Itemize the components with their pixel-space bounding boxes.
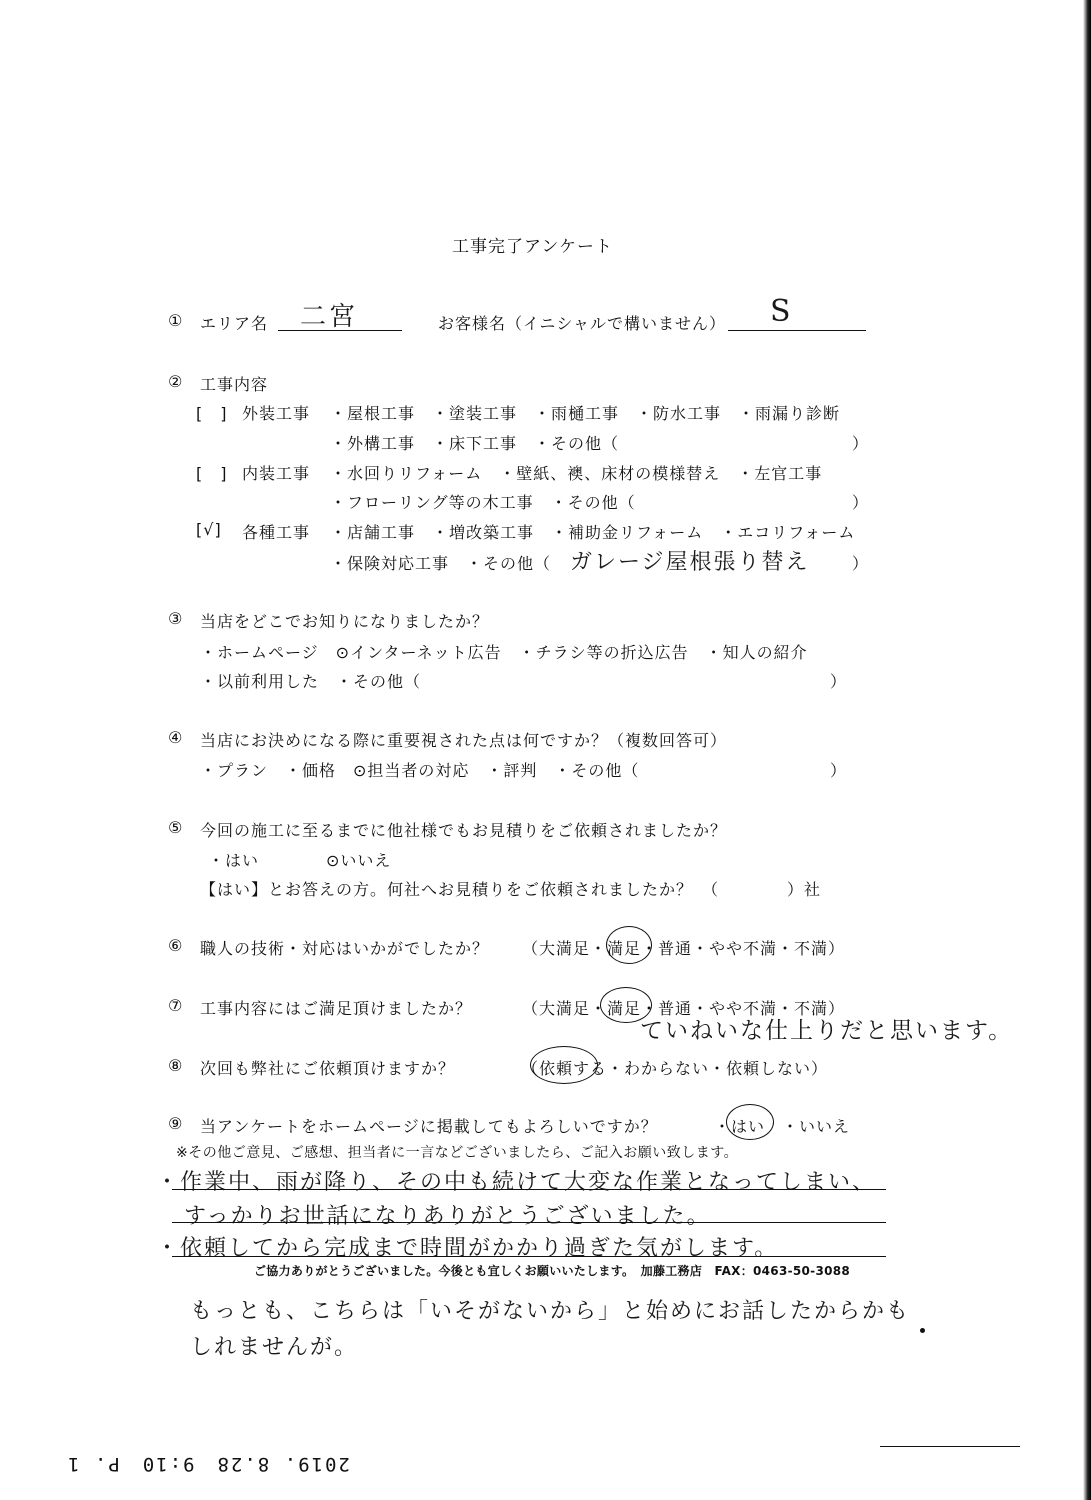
- q8-question: 次回も弊社にご依頼頂けますか？: [200, 1059, 456, 1078]
- q3-number: ③: [168, 609, 184, 628]
- various-options-1: ・店舗工事 ・増改築工事 ・補助金リフォーム ・エコリフォーム: [330, 523, 856, 542]
- various-other-value: ガレージ屋根張り替え: [570, 550, 810, 575]
- customer-name-label: お客様名（イニシャルで構いません）: [438, 314, 727, 333]
- q4-other-close: ）: [830, 761, 848, 780]
- extra-comment-1: もっとも、こちらは「いそがないから」と始めにお話したからかも: [190, 1299, 911, 1324]
- area-underline: [278, 330, 402, 331]
- q6-number: ⑥: [168, 936, 184, 955]
- q2-number: ②: [168, 372, 184, 391]
- q3-other-close: ）: [830, 672, 848, 691]
- q5-question: 今回の施工に至るまでに他社様でもお見積りをご依頼されましたか？: [200, 821, 728, 840]
- various-other-close: ）: [852, 554, 870, 573]
- comment-underline-3: [172, 1256, 886, 1257]
- comment-line-1: ・作業中、雨が降り、その中も続けて大変な作業となってしまい、: [156, 1170, 877, 1195]
- q8-options: （依頼する・わからない・依頼しない）: [522, 1059, 829, 1078]
- q6-question: 職人の技術・対応はいかがでしたか？: [200, 939, 490, 958]
- q9-options: ・はい ・いいえ: [714, 1117, 851, 1136]
- area-label: エリア名: [200, 314, 269, 333]
- area-value: 二宮: [300, 302, 359, 332]
- comment-underline-1: [172, 1189, 886, 1190]
- q5-follow-up: 【はい】とお答えの方。何社へお見積りをご依頼されましたか？ （ ）社: [200, 880, 822, 899]
- q9-number: ⑨: [168, 1114, 184, 1133]
- q3-question: 当店をどこでお知りになりましたか？: [200, 612, 490, 631]
- footer-thanks: ご協力ありがとうございました。今後とも宜しくお願いいたします。 加藤工務店 FAX：0463-50-3088: [254, 1264, 851, 1278]
- interior-other-close: ）: [852, 493, 870, 512]
- q1-number: ①: [168, 311, 184, 330]
- q6-answer-circle: [606, 926, 652, 964]
- exterior-options-2: ・外構工事 ・床下工事 ・その他（: [330, 434, 620, 453]
- q7-question: 工事内容にはご満足頂けましたか？: [200, 999, 473, 1018]
- q5-option-no: ⊙いいえ: [326, 851, 392, 870]
- exterior-options-1: ・屋根工事 ・塗装工事 ・雨樋工事 ・防水工事 ・雨漏り診断: [330, 404, 841, 423]
- q8-number: ⑧: [168, 1056, 184, 1075]
- q5-option-yes: ・はい: [208, 851, 260, 870]
- customer-name-value: S: [770, 294, 794, 329]
- comment-line-3: ・依頼してから完成まで時間がかかり過ぎた気がします。: [156, 1236, 779, 1261]
- q4-number: ④: [168, 728, 184, 747]
- page-title: 工事完了アンケート: [452, 237, 613, 257]
- scan-edge: [1083, 0, 1091, 1500]
- other-comments-note: ※その他ご意見、ご感想、担当者に一言などございましたら、ご記入お願い致します。: [176, 1145, 739, 1161]
- customer-name-underline: [728, 330, 866, 331]
- bottom-right-rule: [880, 1446, 1020, 1447]
- comment-line-2: すっかりお世話になりありがとうございました。: [184, 1204, 711, 1229]
- interior-options-1: ・水回りリフォーム ・壁紙、襖、床材の模様替え ・左官工事: [330, 464, 823, 483]
- stray-dot: [920, 1328, 925, 1333]
- q8-answer-circle: [530, 1046, 598, 1084]
- various-checkbox[interactable]: [√]: [196, 520, 222, 539]
- various-options-2: ・保険対応工事 ・その他（: [330, 554, 552, 573]
- exterior-label: 外装工事: [242, 404, 311, 423]
- interior-checkbox[interactable]: [ ]: [196, 464, 228, 483]
- q3-options-2: ・以前利用した ・その他（: [200, 672, 422, 691]
- q6-options: （大満足・満足・普通・やや不満・不満）: [522, 939, 846, 958]
- q2-label: 工事内容: [200, 375, 269, 394]
- interior-label: 内装工事: [242, 464, 311, 483]
- exterior-checkbox[interactable]: [ ]: [196, 404, 228, 423]
- q7-comment: ていねいな仕上りだと思います。: [640, 1018, 1014, 1044]
- q9-answer-circle: [726, 1104, 774, 1140]
- fax-stamp: 2019. 8.28 9:10 P. 1: [66, 1453, 350, 1475]
- q7-number: ⑦: [168, 996, 184, 1015]
- q3-options-1: ・ホームページ ⊙インターネット広告 ・チラシ等の折込広告 ・知人の紹介: [200, 643, 808, 662]
- q4-options: ・プラン ・価格 ⊙担当者の対応 ・評判 ・その他（: [200, 761, 640, 780]
- interior-options-2: ・フローリング等の木工事 ・その他（: [330, 493, 636, 512]
- extra-comment-2: しれませんが。: [190, 1335, 359, 1360]
- q7-options: （大満足・満足・普通・やや不満・不満）: [522, 999, 846, 1018]
- exterior-other-close: ）: [852, 434, 870, 453]
- various-label: 各種工事: [242, 523, 311, 542]
- comment-underline-2: [172, 1222, 886, 1223]
- q9-question: 当アンケートをホームページに掲載してもよろしいですか？: [200, 1117, 658, 1136]
- q5-number: ⑤: [168, 818, 184, 837]
- q4-question: 当店にお決めになる際に重要視された点は何ですか？（複数回答可）: [200, 731, 728, 750]
